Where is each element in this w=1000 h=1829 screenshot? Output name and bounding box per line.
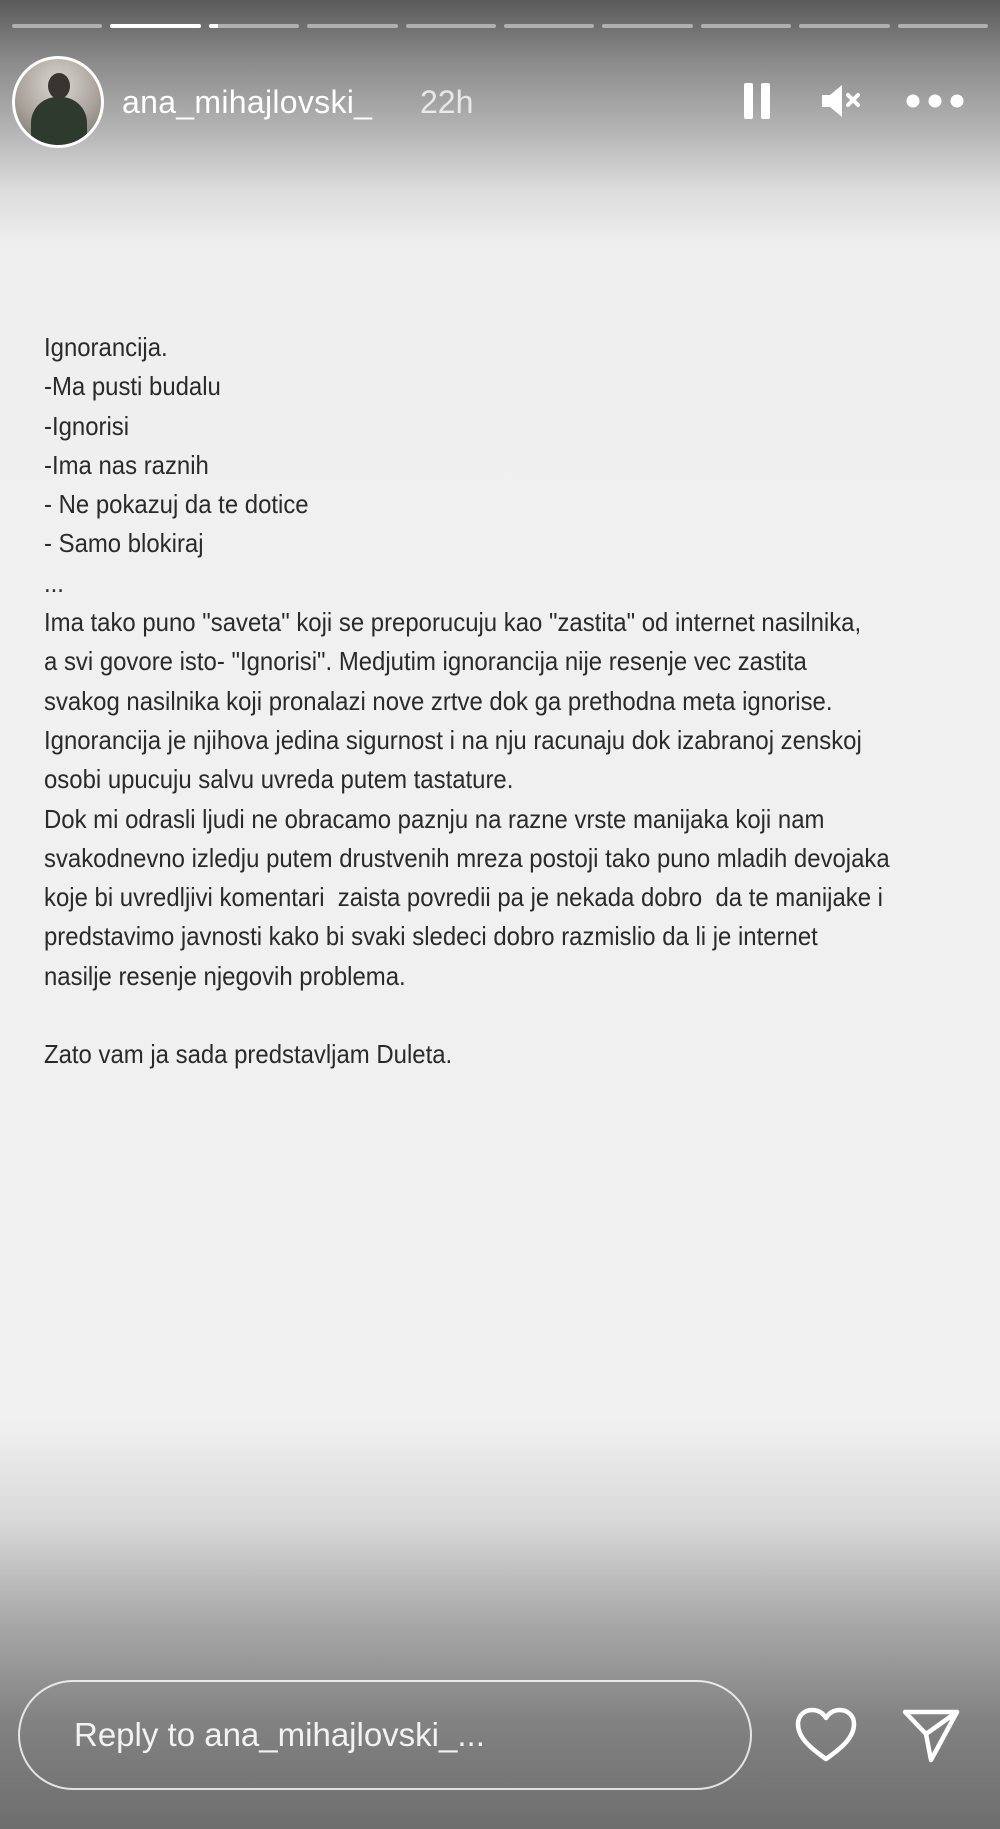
more-options-button[interactable] — [900, 76, 970, 126]
progress-segment — [406, 24, 496, 28]
mute-button[interactable] — [812, 76, 872, 126]
send-button[interactable] — [896, 1700, 966, 1770]
story-text-line: - Ne pokazuj da te dotice — [44, 489, 309, 520]
story-text-line: Ignorancija. — [44, 332, 168, 362]
story-text-line: koje bi uvredljivi komentari zaista povredii pa je nekada dobro da te manijake i — [44, 882, 883, 913]
avatar[interactable] — [12, 56, 104, 148]
story-text-line: -Ma pusti budalu — [44, 371, 221, 402]
progress-segment — [898, 24, 988, 28]
story-text-line: Ignorancija je njihova jedina sigurnost i na nju racunaju dok izabranoj zenskoj — [44, 724, 862, 755]
story-text — [44, 328, 900, 1075]
story-header — [12, 54, 988, 150]
pause-icon — [742, 81, 772, 121]
pause-button[interactable] — [732, 76, 782, 126]
story-text-line: osobi upucuju salvu uvreda putem tastature. — [44, 764, 514, 795]
story-text-line — [44, 996, 900, 1035]
send-icon — [901, 1706, 961, 1764]
story-text-line: -Ignorisi — [44, 410, 130, 441]
story-text-line: a svi govore isto- "Ignorisi". Medjutim ignorancija nije resenje vec zastita — [44, 646, 807, 677]
story-text-line: svakog nasilnika koji pronalazi nove zrtve dok ga prethodna meta ignorise. — [44, 685, 833, 716]
story-text-line: Zato vam ja sada predstavljam Duleta. — [44, 1039, 453, 1070]
progress-segment — [110, 24, 200, 28]
story-text-line: svakodnevno izledju putem drustvenih mreza postoji tako puno mladih devojaka — [44, 842, 890, 873]
progress-segment — [209, 24, 299, 28]
progress-segment — [602, 24, 692, 28]
reply-box[interactable] — [18, 1680, 752, 1790]
story-text-line: Dok mi odrasli ljudi ne obracamo paznju na razne vrste manijaka koji nam — [44, 803, 825, 834]
reply-input[interactable] — [72, 1715, 716, 1755]
story-text-line: ... — [44, 567, 64, 598]
story-text-line: predstavimo javnosti kako bi svaki sledeci dobro razmislio da li je internet — [44, 921, 818, 952]
avatar-image — [15, 59, 101, 145]
story-text-line: - Samo blokiraj — [44, 528, 204, 559]
story-text-line: nasilje resenje njegovih problema. — [44, 960, 406, 991]
progress-segment — [307, 24, 397, 28]
story-text-line: Ima tako puno "saveta" koji se preporucuju kao "zastita" od internet nasilnika, — [44, 607, 862, 638]
progress-segment — [12, 24, 102, 28]
like-button[interactable] — [790, 1700, 862, 1770]
speaker-muted-icon — [818, 81, 866, 121]
more-options-icon — [905, 93, 965, 109]
username[interactable]: ana_mihajlovski_ — [122, 84, 373, 120]
heart-icon — [795, 1707, 857, 1763]
timestamp: 22h — [420, 84, 474, 120]
progress-segment — [701, 24, 791, 28]
progress-segment — [504, 24, 594, 28]
story-progress-bar — [12, 24, 988, 28]
progress-segment — [799, 24, 889, 28]
story-text-line: -Ima nas raznih — [44, 449, 209, 480]
